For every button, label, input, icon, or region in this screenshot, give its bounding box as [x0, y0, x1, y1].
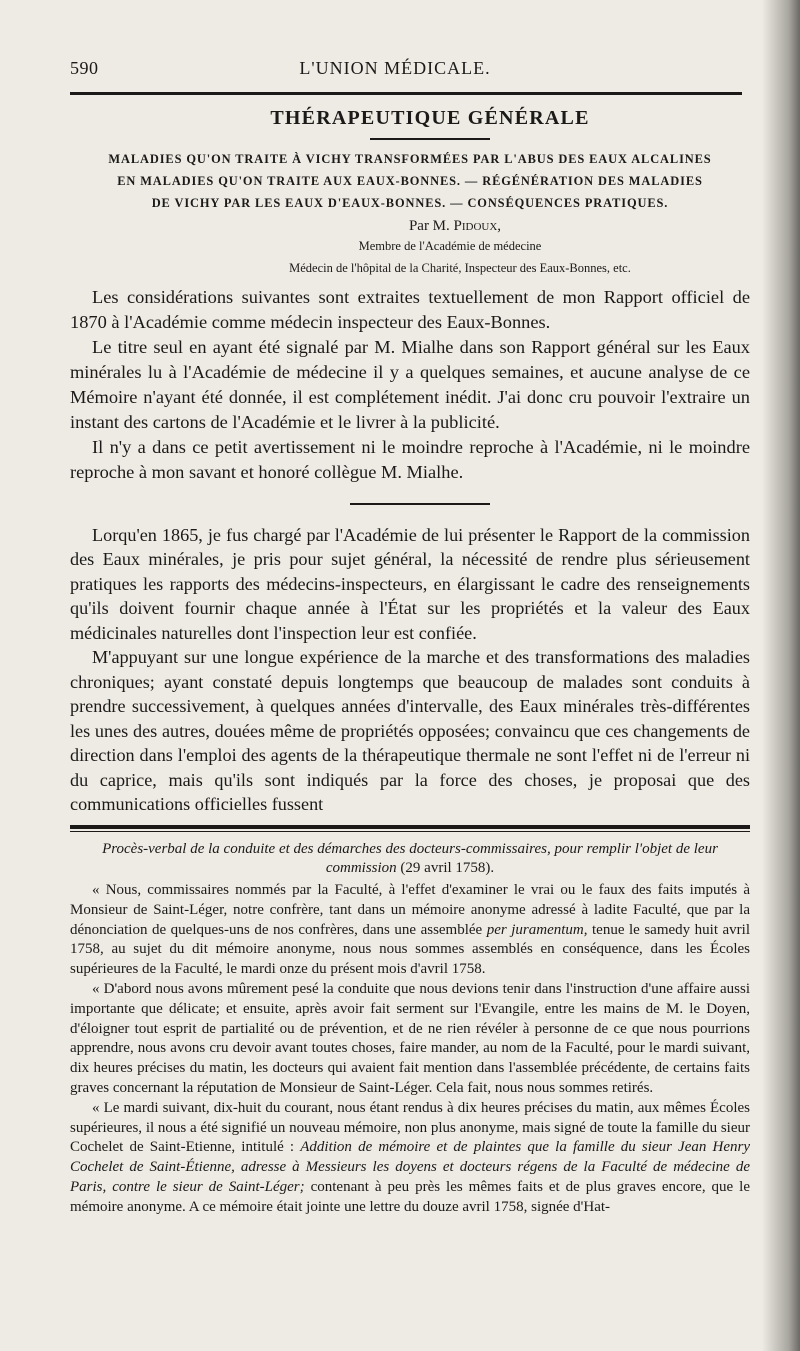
feuilleton-p3-text-a: « Le mardi suivant, dix-huit du courant, nous étant rendus à dix heures précises du matin, aux mêmes Écoles supérieures, il nous a été signifié un nouveau mémoire, non plus anonyme, mais signé de toute la famille du sieur Cochelet de Saint-Etienne, intitulé :	[70, 1099, 750, 1156]
feuilleton-p1-text-b: tenue le samedy huit avril 1758, au sujet du dit mémoire anonyme, nous nous sommes assemblés en conséquence, dans les Écoles supérieures de la Faculté, le mardi onze du présent mois d'avril 1758.	[70, 921, 751, 978]
journal-title: L'UNION MÉDICALE.	[299, 58, 491, 78]
feuilleton-p1-latin: per juramentum,	[486, 921, 588, 938]
intro-paragraph-2: Le titre seul en ayant été signalé par M. Mialhe dans son Rapport général sur les Eaux minérales lu à l'Académie de médecine il y a quelques semaines, et aucune analyse de ce Mémoire n'ayant été donnée, il est complétement inédit. J'ai donc cru pouvoir l'extraire un instant des cartons de l'Académie et le livrer à la publicité.	[70, 337, 750, 432]
feuilleton-p3-memoire-title: Addition de mémoire et de plaintes que la famille du sieur Jean Henry Cochelet de Saint-Étienne, adresse à Messieurs les doyens et docteurs régens de la Faculté de médecine de Paris, contre le sieur de Saint-Léger;	[70, 1139, 751, 1196]
proces-verbal-date: (29 avril 1758).	[400, 860, 495, 877]
page-number: 590	[70, 58, 99, 78]
section-divider	[350, 503, 490, 505]
byline-prefix: Par M.	[408, 218, 450, 234]
section-title: THÉRAPEUTIQUE GÉNÉRALE	[270, 107, 590, 129]
feuilleton-section	[70, 840, 750, 1218]
article-body	[70, 523, 750, 817]
author-affiliation-1: Membre de l'Académie de médecine	[358, 239, 542, 253]
feuilleton-paragraph-2: « D'abord nous avons mûrement pesé la conduite que nous devions tenir dans l'instruction d'une affaire aussi importante que délicate; et ensuite, après avoir fait serment sur l'Evangile, entre les mains de M. le Doyen, d'éloigner tout esprit de partialité ou de prévention, et de ne rien révéler à personne de ce que nous pourrions apprendre, nous avons cru devoir avant toutes choses, faire mander, au nom de la Faculté, pour le mardi suivant, dix heures précises du matin, les docteurs qui avaient fait mention dans l'assemblée précédente, de certains faits graves concernant la réputation de Monsieur de Saint-Léger. Cela fait, nous nous sommes retirés.	[70, 981, 750, 1097]
article-subtitle	[66, 148, 754, 214]
header-rule	[70, 92, 742, 95]
byline	[70, 218, 750, 235]
feuilleton-rule	[70, 825, 750, 829]
feuilleton-p1-text-a: « Nous, commissaires nommés par la Faculté, à l'effet d'examiner le vrai ou le faux des faits imputés à Monsieur de Saint-Léger, notre confrère, tant dans un mémoire anonyme adressé à ladite Faculté, que par la dénonciation de quelques-uns de nos confrères, dans une assemblée	[70, 882, 750, 938]
proces-verbal-heading: Procès-verbal de la conduite et des démarches des docteurs-commissaires, pour remplir l'objet de leur commission	[102, 840, 718, 877]
feuilleton-rule-thin	[70, 831, 750, 832]
proces-verbal-title	[70, 840, 750, 880]
body-paragraph-1: Lorqu'en 1865, je fus chargé par l'Académie de lui présenter le Rapport de la commission des Eaux minérales, je pris pour sujet général, la nécessité de rendre plus sérieusement pratiques les rapports des médecins-inspecteurs, en élargissant le cadre des renseignements qu'ils doivent fournir chaque année à l'État sur les propriétés et la valeur des Eaux médicinales naturelles dont l'inspection leur est confiée.	[70, 524, 750, 643]
page-content	[70, 58, 750, 1218]
intro-paragraph-1: Les considérations suivantes sont extraites textuellement de mon Rapport officiel de 1870 à l'Académie comme médecin inspecteur des Eaux-Bonnes.	[70, 287, 750, 332]
feuilleton-paragraph-3	[70, 1099, 750, 1218]
page-edge-shadow	[762, 0, 800, 1351]
author-affiliation-2: Médecin de l'hôpital de la Charité, Inspecteur des Eaux-Bonnes, etc.	[289, 261, 631, 275]
intro-notice	[70, 285, 750, 485]
subtitle-line-1: MALADIES QU'ON TRAITE À VICHY TRANSFORMÉES PAR L'ABUS DES EAUX ALCALINES	[108, 152, 712, 166]
intro-paragraph-3: Il n'y a dans ce petit avertissement ni le moindre reproche à l'Académie, ni le moindre reproche à mon savant et honoré collègue M. Mialhe.	[70, 437, 750, 482]
subtitle-line-3: DE VICHY PAR LES EAUX D'EAUX-BONNES. — CONSÉQUENCES PRATIQUES.	[151, 196, 669, 210]
subtitle-line-2: EN MALADIES QU'ON TRAITE AUX EAUX-BONNES. — RÉGÉNÉRATION DES MALADIES	[117, 174, 703, 188]
feuilleton-p3-text-b: contenant à peu près les mêmes faits et de plus graves encore, que le mémoire anonyme. A ce mémoire était jointe une lettre du douze avril 1758, signée d'Hat-	[70, 1179, 750, 1215]
title-rule	[370, 138, 490, 140]
feuilleton-paragraph-1	[70, 881, 750, 980]
running-head	[70, 58, 750, 88]
body-paragraph-2: M'appuyant sur une longue expérience de la marche et des transformations des maladies chroniques; ayant constaté depuis longtemps que beaucoup de malades sont conduits à prendre successivement, à quelques années d'intervalle, des Eaux minérales très-différentes les unes des autres, douées même de propriétés opposées; convaincu que ces changements de direction dans l'emploi des agents de la thérapeutique thermale ne sont l'effet ni de l'erreur ni du caprice, mais qu'ils sont indiqués par la force des choses, je proposai que des communications officielles fussent	[70, 647, 750, 814]
author-name: Pidoux,	[453, 218, 502, 234]
